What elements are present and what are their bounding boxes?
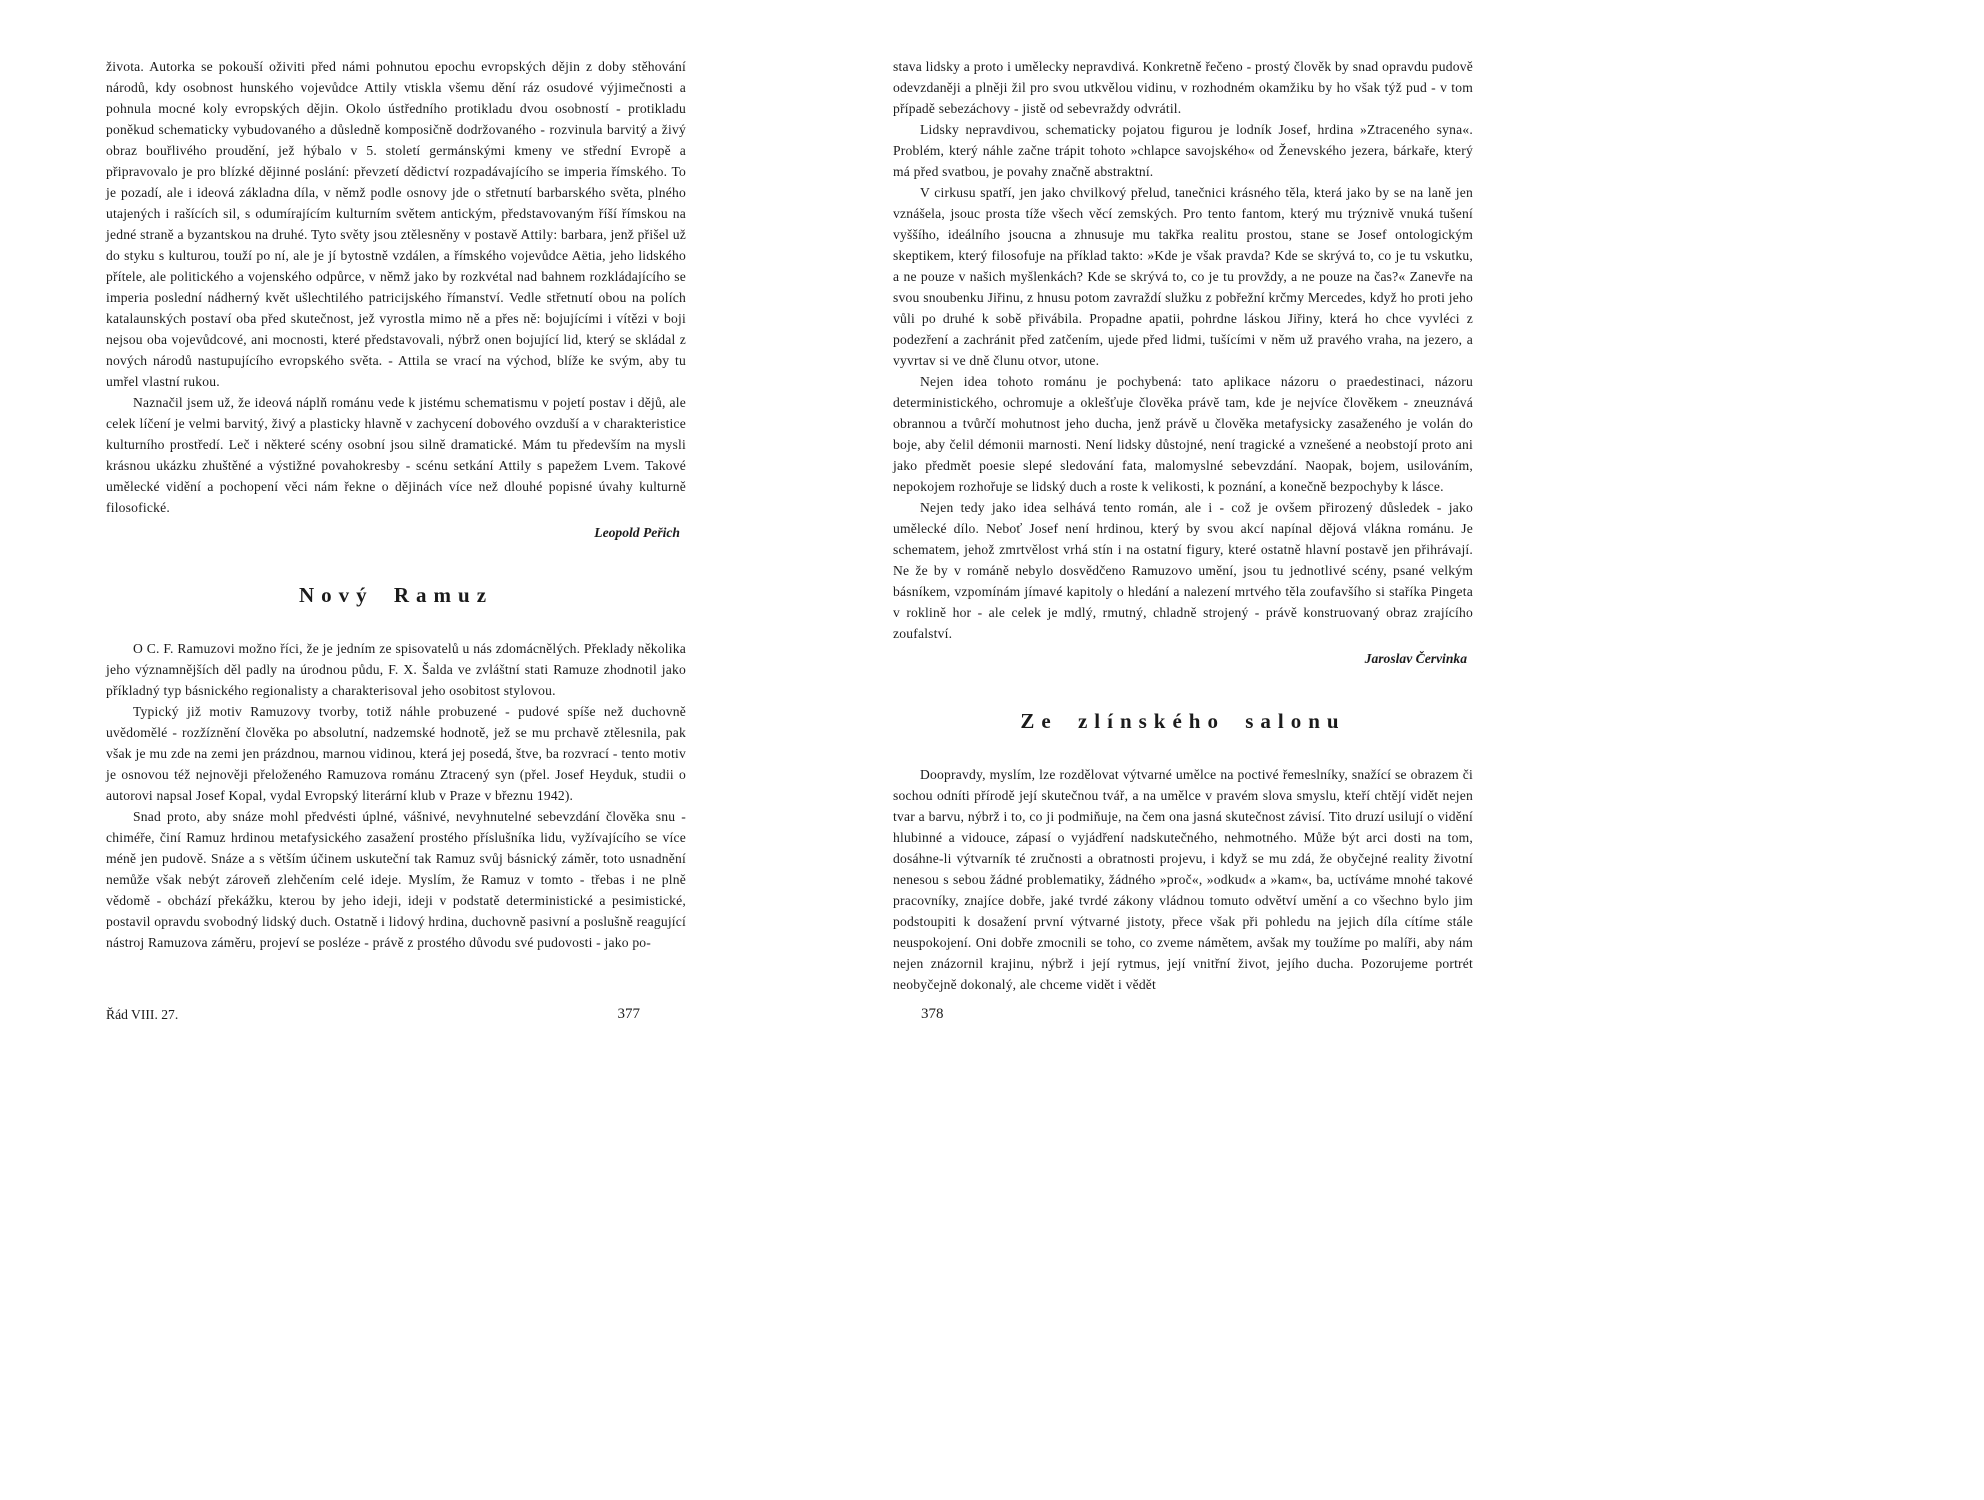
author-signature: Jaroslav Červinka <box>1364 651 1467 666</box>
paragraph: Naznačil jsem už, že ideová náplň románu vede k jistému schematismu v pojetí postav i dějů, ale celek líčení je velmi barvitý, živý a plasticky hlavně v zachycení dobového ovzduší a v charakteristice kulturního prostředí. Leč i některé scény osobní jsou silně dramatické. Mám tu především na mysli krásnou ukázku zhuštěné a výstižné povahokresby - scénu setkání Attily s papežem Lvem. Takové umělecké vidění a pochopení věci nám řekne o dějinách více než dlouhé popisné úvahy kulturně filosofické. <box>106 395 686 515</box>
journal-reference: Řád VIII. 27. <box>106 1007 179 1022</box>
page-number: 378 <box>921 1006 944 1022</box>
paragraph: Typický již motiv Ramuzovy tvorby, totiž náhle probuzené - pudové spíše než duchovně uvědomělé - rozžíznění člověka po absolutní, nadzemské hodnotě, jež se mu prchavě ztělesnila, pak však je mu zde na zemi jen prázdnou, marnou vidinou, která jej posedá, štve, ba rozvrací - tento motiv je osnovou též nejnověji přeloženého Ramuzova románu Ztracený syn (přel. Josef Heyduk, studii o autorovi napsal Josef Kopal, vydal Evropský literární klub v Praze v březnu 1942). <box>106 704 686 803</box>
paragraph: Snad proto, aby snáze mohl předvésti úplné, vášnivé, nevyhnutelné sebevzdání člověka snu - chiméře, činí Ramuz hrdinou metafysického zasažení prostého příslušníka lidu, vyžívajícího se více méně jen pudově. Snáze a s větším účinem uskuteční tak Ramuz svůj básnický záměr, toto usnadnění nemůže však nebýt zároveň zlehčením celé ideje. Myslím, že Ramuz v tomto - třebas i ne plně vědomě - obchází překážku, kterou by jeho ideji, ideji v podstatě deterministické a pesimistické, postavil opravdu svobodný lidský duch. Ostatně i lidový hrdina, duchovně pasivní a poslušně reagující nástroj Ramuzova záměru, projeví se posléze - právě z prostého důvodu své pudovosti - jako po- <box>106 809 686 950</box>
paragraph-continuation: stava lidsky a proto i umělecky nepravdivá. Konkretně řečeno - prostý člověk by snad opravdu pudově odevzdaněji a plněji žil pro svou utkvělou vidinu, v rozhodném okamžiku by ho však týž pud - v tom případě sebezáchovy - jistě od sebevraždy odvrátil. <box>893 59 1473 116</box>
page-footer-left <box>106 1004 686 1025</box>
paragraph: O C. F. Ramuzovi možno říci, že je jedním ze spisovatelů u nás zdomácnělých. Překlady několika jeho významnějších děl padly na úrodnou půdu, F. X. Šalda ve zvláštní stati Ramuze zhodnotil jako příkladný typ básnického regionalisty a charakterisoval jeho osobitost stylovou. <box>106 641 686 698</box>
paragraph: Lidsky nepravdivou, schematicky pojatou figurou je lodník Josef, hrdina »Ztraceného syna«. Problém, který náhle začne trápit tohoto »chlapce savojského« od Ženevského jezera, bárkaře, který má před svatbou, je povahy značně abstraktní. <box>893 122 1473 179</box>
paragraph: V cirkusu spatří, jen jako chvilkový přelud, tanečnici krásného těla, která jako by se na laně jen vznášela, jsouc prosta tíže všech věcí zemských. Pro tento fantom, který mu trýznivě vnuká tušení vyššího, ideálního jsoucna a zhnusuje mu takřka realitu prostou, stane se Josef ontologickým skeptikem, který filosofuje na příklad takto: »Kde je však pravda? Kde se skrývá to, co je tu vskutku, a ne pouze v našich myšlenkách? Kde se skrývá to, co je tu provždy, a ne pouze na čas?« Zanevře na svou snoubenku Jiřinu, z hnusu potom zavraždí služku z pobřežní krčmy Mercedes, když ho proti jeho vůli po druhé k sobě přivábila. Propadne apatii, pohrdne láskou Jiřiny, která ho chce vyvléci z podezření a zachránit před zatčením, ujede před lidmi, tušícími v něm už pravého vraha, na jezero, a vyvrtav si ve dně člunu otvor, utone. <box>893 185 1473 368</box>
paragraph-continuation: života. Autorka se pokouší oživiti před námi pohnutou epochu evropských dějin z doby stěhování národů, kdy osobnost hunského vojevůdce Attily vtiskla všemu dění ráz osudové výjimečnosti a pohnula mocné koly evropských dějin. Okolo ústředního protikladu dvou osobností - protikladu poněkud schematicky vybudovaného a důsledně komposičně dodržovaného - rozvinula barvitý a živý obraz bouřlivého proudění, jež hýbalo v 5. století germánskými kmeny ve střední Evropě a připravovalo je pro blízké dějinné poslání: převzetí dědictví rozpadávajícího se imperia římského. To je pozadí, ale i ideová základna díla, v němž podle osnovy jde o střetnutí barbarského světa, plného utajených i rašících sil, s odumírajícím kulturním světem antickým, představovaným říší římskou na jedné straně a byzantskou na druhé. Tyto světy jsou ztělesněny v postavě Attily: barbara, jenž přišel už do styku s kulturou, touží po ní, ale je jí bytostně vzdálen, a římského vojevůdce Aëtia, jeho lidského přítele, ale politického a vojenského odpůrce, v němž jako by rozkvétal nad bahnem rozkládajícího se imperia poslední nádherný květ ušlechtilého patricijského římanství. Vedle střetnutí obou na polích katalaunských postaví oba před skutečnost, jež vyrostla mimo ně a přes ně: bojujícími i vítězi v boji nejsou oba vojevůdcové, ani mocnosti, které představovali, nýbrž onen bojující lid, který se skládal z nových národů nastupujícího evropského světa. - Attila se vrací na východ, blíže ke svým, aby tu umřel vlastní rukou. <box>106 59 686 389</box>
page-footer-right <box>893 1004 1473 1025</box>
section-heading: Nový Ramuz <box>298 583 494 607</box>
paragraph: Nejen idea tohoto románu je pochybená: tato aplikace názoru o praedestinaci, názoru deterministického, ochromuje a oklešťuje člověka právě tam, kde je nejvíce člověkem - zneuznává obrannou a tvůrčí mohutnost jeho ducha, jenž právě u člověka metafysicky zasaženého je volán do boje, aby čelil démonii marnosti. Není lidsky důstojné, není tragické a vznešené a neobstojí proto ani jako předmět poesie slepé sledování fata, malomyslné sebevzdání. Naopak, bojem, usilováním, nepokojem rozhořuje se lidský duch a roste k velikosti, k poznání, a konečně bezpochyby k lásce. <box>893 374 1473 494</box>
paragraph: Doopravdy, myslím, lze rozdělovat výtvarné umělce na poctivé řemeslníky, snažící se obrazem či sochou odníti přírodě její skutečnou tvář, a na umělce v pravém slova smyslu, kteří chtějí vidět nejen tvar a barvu, nýbrž i to, co ji podmiňuje, na čem ona jasná skutečnost závisí. Tito druzí usilují o vidění hlubinné a vidouce, zápasí o vyjádření nadskutečného, nehmotného. Může být arci dosti na tom, dosáhne-li výtvarník té zručnosti a obratnosti projevu, i když se mu zdá, že obyčejné reality životní nenesou s sebou žádné problematiky, žádného »proč«, »odkud« a »kam«, ba, uctíváme mnohé takové pracovníky, znajíce dobře, jaké tvrdé zákony vládnou tomuto odvětví umění a co všechno bylo jim podstoupiti k dosažení první výtvarné jistoty, přece však při pohledu na jejich díla cítíme stále neuspokojení. Oni dobře zmocnili se toho, co zveme námětem, avšak my toužíme po malíři, aby nám nejen znázornil krajinu, nýbrž i její rytmus, její vnitřní život, jejího ducha. Pozorujeme portrét neobyčejně dokonalý, ale chceme vidět i vědět <box>893 767 1473 992</box>
page-number: 377 <box>617 1006 640 1022</box>
page-right <box>893 56 1473 1066</box>
paragraph: Nejen tedy jako idea selhává tento román, ale i - což je ovšem přirozený důsledek - jako umělecké dílo. Neboť Josef není hrdinou, který by svou akcí napínal dějová vlákna románu. Je schematem, jehož zmrtvělost vrhá stín i na ostatní figury, které ostatně hlavní postavě jen přihrávají. Ne že by v románě nebylo dosvědčeno Ramuzovo umění, jsou tu jednotlivé scény, psané velkým básníkem, vzpomínám jímavé kapitoly o hledání a nalezení mrtvého těla zoufavšího si staříka Pingeta v roklině hor - ale celek je mdlý, rmutný, chladně strojený - právě konstruovaný obraz zrajícího zoufalství. <box>893 500 1473 641</box>
section-heading: Ze zlínského salonu <box>1020 709 1346 733</box>
author-signature: Leopold Peřich <box>594 525 680 540</box>
page-left <box>106 56 686 1066</box>
